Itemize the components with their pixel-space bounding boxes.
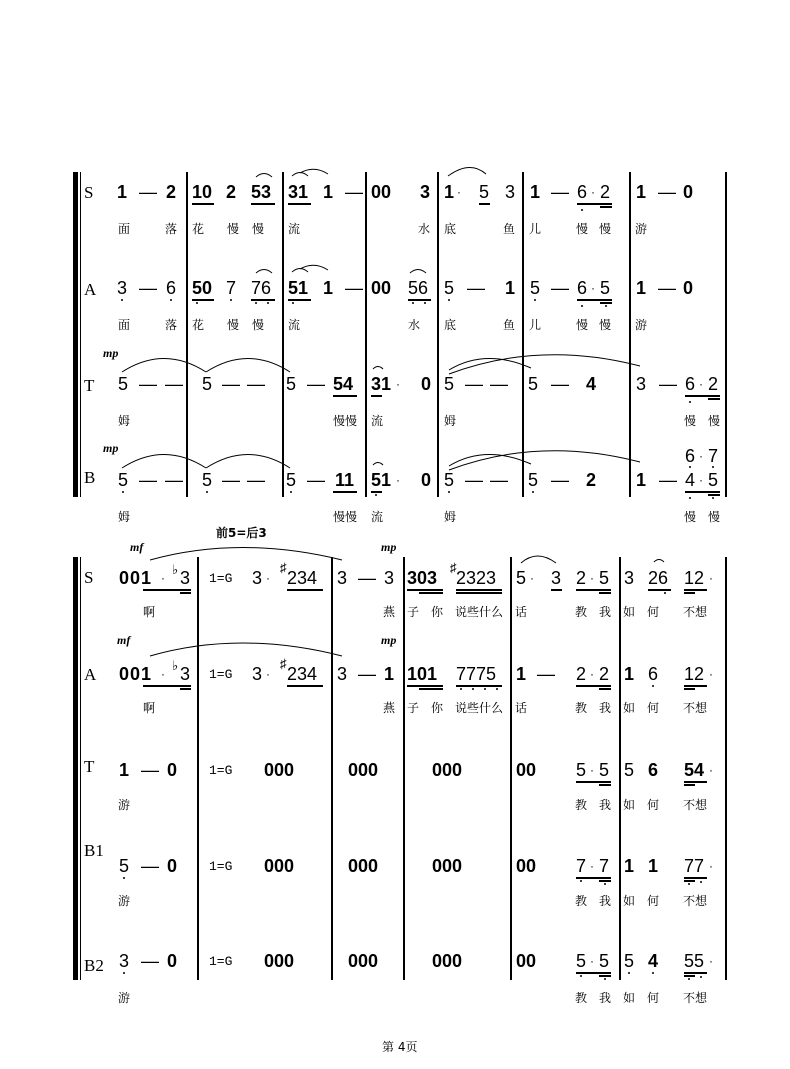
note: 3 xyxy=(384,568,395,588)
note: 3 xyxy=(505,182,516,202)
lyric: 如 xyxy=(623,605,636,619)
rest: 00 xyxy=(516,951,537,971)
lyric: 姆 xyxy=(118,414,131,428)
note: 3 xyxy=(420,182,431,202)
dot: · xyxy=(396,377,400,391)
lyric: 何 xyxy=(647,798,660,812)
page-number: 第 4页 xyxy=(382,1040,418,1054)
dynamic-mf: mf xyxy=(130,540,144,554)
note: 5 xyxy=(708,470,719,490)
note: 7 xyxy=(708,446,719,466)
lyric: 慢 xyxy=(708,414,721,428)
note: 56 xyxy=(408,278,429,298)
rest: 000 xyxy=(432,951,463,971)
dash: — xyxy=(465,470,483,490)
lyric: 子 xyxy=(407,701,420,715)
part-label-alto: A xyxy=(84,665,97,684)
lyric: 不想 xyxy=(683,894,708,908)
dot: · xyxy=(590,954,594,968)
dash: — xyxy=(307,470,325,490)
note: 76 xyxy=(251,278,272,298)
note: 0 xyxy=(683,182,694,202)
dot: · xyxy=(699,473,703,487)
lyric: 鱼 xyxy=(503,318,516,332)
note: 5 xyxy=(444,374,455,394)
note: 303 xyxy=(407,568,438,588)
dash: — xyxy=(139,470,157,490)
lyric: 不想 xyxy=(683,701,708,715)
dash: — xyxy=(222,470,240,490)
note: 11 xyxy=(335,470,355,490)
dot: · xyxy=(709,763,713,777)
key-signature: 1=G xyxy=(209,859,233,874)
lyric: 教 xyxy=(575,894,588,908)
dynamic-mp: mp xyxy=(381,633,397,647)
lyric: 慢 xyxy=(684,414,697,428)
note: 3 xyxy=(252,568,263,588)
key-signature: 1=G xyxy=(209,667,233,682)
lyric: 水 xyxy=(408,318,421,332)
dash: — xyxy=(247,374,265,394)
note: 5 xyxy=(444,470,455,490)
note: 5 xyxy=(528,374,539,394)
dash: — xyxy=(551,278,569,298)
note: 1 xyxy=(636,470,647,490)
note: 00 xyxy=(371,182,392,202)
note: 2323 xyxy=(456,568,497,588)
note: 5 xyxy=(286,374,297,394)
dot: · xyxy=(699,449,703,463)
note: 5 xyxy=(599,568,610,588)
lyric: 子 xyxy=(407,605,420,619)
dot: · xyxy=(590,859,594,873)
part-label-bass1: B1 xyxy=(84,841,104,860)
note: 2 xyxy=(708,374,719,394)
lyric: 何 xyxy=(647,894,660,908)
lyric: 说些什么 xyxy=(455,605,504,619)
lyric: 游 xyxy=(118,991,131,1005)
flat-sign: ♭ xyxy=(172,658,179,673)
note: 2 xyxy=(576,568,587,588)
dot: · xyxy=(591,185,595,199)
lyric: 我 xyxy=(599,605,612,619)
lyric: 我 xyxy=(599,991,612,1005)
lyric: 如 xyxy=(623,894,636,908)
transposition-note: 前5=后3 xyxy=(216,526,267,540)
rest: 000 xyxy=(432,856,463,876)
lyric: 不想 xyxy=(683,798,708,812)
dash: — xyxy=(165,374,183,394)
note: 1 xyxy=(117,182,128,202)
dash: — xyxy=(141,951,159,971)
dot: · xyxy=(530,571,534,585)
lyric: 水 xyxy=(418,222,431,236)
note: 3 xyxy=(551,568,562,588)
note: 5 xyxy=(624,760,635,780)
lyric: 我 xyxy=(599,798,612,812)
note: 12 xyxy=(684,568,705,588)
lyric: 流 xyxy=(371,414,384,428)
part-label-tenor: T xyxy=(84,376,95,395)
lyric: 流 xyxy=(371,510,384,524)
note: 3 xyxy=(337,664,348,684)
lyric: 燕 xyxy=(383,701,396,715)
note: 5 xyxy=(202,374,213,394)
lyric: 游 xyxy=(118,894,131,908)
note: 3 xyxy=(117,278,128,298)
dash: — xyxy=(490,374,508,394)
note: 1 xyxy=(384,664,395,684)
note: 54 xyxy=(333,374,354,394)
note: 001 xyxy=(119,568,153,588)
lyric: 鱼 xyxy=(503,222,516,236)
dot: · xyxy=(699,377,703,391)
rest: 000 xyxy=(432,760,463,780)
sharp-sign: ♯ xyxy=(280,560,287,575)
lyric: 啊 xyxy=(143,701,156,715)
lyric: 流 xyxy=(288,318,301,332)
key-signature: 1=G xyxy=(209,954,233,969)
lyric: 游 xyxy=(635,222,648,236)
lyric: 如 xyxy=(623,798,636,812)
lyric: 教 xyxy=(575,991,588,1005)
lyric: 啊 xyxy=(143,605,156,619)
lyric: 慢 xyxy=(576,222,589,236)
dash: — xyxy=(658,182,676,202)
note: 3 xyxy=(624,568,635,588)
part-label-tenor: T xyxy=(84,757,95,776)
lyric: 儿 xyxy=(529,222,542,236)
dash: — xyxy=(139,374,157,394)
dash: — xyxy=(490,470,508,490)
dot: · xyxy=(590,667,594,681)
dash: — xyxy=(139,278,157,298)
part-label-bass2: B2 xyxy=(84,956,104,975)
note: 5 xyxy=(444,278,455,298)
dash: — xyxy=(141,856,159,876)
note: 6 xyxy=(166,278,177,298)
key-signature: 1=G xyxy=(209,571,233,586)
note: 1 xyxy=(530,182,541,202)
dynamic-mf: mf xyxy=(117,633,131,647)
lyric: 何 xyxy=(647,991,660,1005)
lyric: 如 xyxy=(623,701,636,715)
key-signature: 1=G xyxy=(209,763,233,778)
lyric: 慢 xyxy=(599,222,612,236)
dash: — xyxy=(247,470,265,490)
note: 31 xyxy=(288,182,309,202)
dash: — xyxy=(537,664,555,684)
note: 001 xyxy=(119,664,153,684)
lyric: 慢 xyxy=(599,318,612,332)
lyric: 教 xyxy=(575,701,588,715)
dash: — xyxy=(345,182,363,202)
note: 3 xyxy=(180,664,191,684)
lyric: 慢 xyxy=(227,222,240,236)
note: 0 xyxy=(683,278,694,298)
dot: · xyxy=(266,571,270,585)
note: 50 xyxy=(192,278,213,298)
note: 51 xyxy=(288,278,309,298)
dot: · xyxy=(590,571,594,585)
note: 5 xyxy=(202,470,213,490)
dynamic-mp: mp xyxy=(103,346,119,360)
note: 3 xyxy=(337,568,348,588)
lyric: 如 xyxy=(623,991,636,1005)
note: 5 xyxy=(119,856,130,876)
lyric: 流 xyxy=(288,222,301,236)
dot: · xyxy=(396,473,400,487)
dash: — xyxy=(358,664,376,684)
lyric: 落 xyxy=(165,318,178,332)
rest: 00 xyxy=(516,856,537,876)
dash: — xyxy=(467,278,485,298)
note: 31 xyxy=(371,374,392,394)
dash: — xyxy=(551,470,569,490)
note: 6 xyxy=(685,446,696,466)
lyric: 姆 xyxy=(444,414,457,428)
note: 2 xyxy=(599,664,610,684)
note: 0 xyxy=(167,951,178,971)
note: 55 xyxy=(684,951,705,971)
note: 2 xyxy=(226,182,237,202)
dot: · xyxy=(161,667,165,681)
dot: · xyxy=(457,185,461,199)
note: 2 xyxy=(576,664,587,684)
part-label-bass: B xyxy=(84,468,96,487)
rest: 00 xyxy=(516,760,537,780)
note: 5 xyxy=(600,278,611,298)
rest: 000 xyxy=(264,951,295,971)
dash: — xyxy=(345,278,363,298)
note: 1 xyxy=(119,760,130,780)
note: 1 xyxy=(323,182,334,202)
note: 6 xyxy=(577,278,588,298)
dot: · xyxy=(590,763,594,777)
lyric: 慢 xyxy=(252,318,265,332)
note: 7 xyxy=(599,856,610,876)
part-label-alto: A xyxy=(84,280,97,299)
part-label-soprano: S xyxy=(84,568,94,587)
note: 3 xyxy=(636,374,647,394)
note: 3 xyxy=(252,664,263,684)
dash: — xyxy=(222,374,240,394)
lyric: 落 xyxy=(165,222,178,236)
dash: — xyxy=(139,182,157,202)
lyric: 慢 xyxy=(684,510,697,524)
note: 1 xyxy=(444,182,455,202)
note: 0 xyxy=(421,470,432,490)
note: 5 xyxy=(528,470,539,490)
dash: — xyxy=(659,470,677,490)
note: 234 xyxy=(287,664,318,684)
lyric: 你 xyxy=(431,605,444,619)
note: 5 xyxy=(286,470,297,490)
note: 4 xyxy=(586,374,597,394)
lyric: 教 xyxy=(575,605,588,619)
lyric: 花 xyxy=(192,222,205,236)
note: 1 xyxy=(505,278,516,298)
note: 1 xyxy=(516,664,527,684)
lyric: 花 xyxy=(192,318,205,332)
note: 5 xyxy=(576,760,587,780)
lyric: 不想 xyxy=(683,991,708,1005)
lyric: 慢慢 xyxy=(333,414,358,428)
note: 5 xyxy=(530,278,541,298)
dash: — xyxy=(141,760,159,780)
lyric: 慢慢 xyxy=(333,510,358,524)
lyric: 面 xyxy=(118,318,131,332)
note: 1 xyxy=(624,664,635,684)
lyric: 姆 xyxy=(118,510,131,524)
rest: 000 xyxy=(264,760,295,780)
lyric: 慢 xyxy=(708,510,721,524)
lyric: 话 xyxy=(515,701,528,715)
note: 5 xyxy=(516,568,527,588)
sharp-sign: ♯ xyxy=(280,656,287,671)
note: 7 xyxy=(226,278,237,298)
note: 53 xyxy=(251,182,272,202)
dash: — xyxy=(358,568,376,588)
lyric: 游 xyxy=(635,318,648,332)
note: 1 xyxy=(648,856,659,876)
lyric: 面 xyxy=(118,222,131,236)
note: 2 xyxy=(166,182,177,202)
note: 7775 xyxy=(456,664,497,684)
dot: · xyxy=(709,667,713,681)
dash: — xyxy=(165,470,183,490)
lyric: 游 xyxy=(118,798,131,812)
lyric: 姆 xyxy=(444,510,457,524)
note: 6 xyxy=(685,374,696,394)
note: 5 xyxy=(624,951,635,971)
lyric: 何 xyxy=(647,605,660,619)
dot: · xyxy=(709,954,713,968)
rest: 000 xyxy=(348,951,379,971)
note: 0 xyxy=(167,760,178,780)
dot: · xyxy=(591,281,595,295)
lyric: 不想 xyxy=(683,605,708,619)
note: 5 xyxy=(479,182,490,202)
lyric: 慢 xyxy=(576,318,589,332)
lyric: 话 xyxy=(515,605,528,619)
note: 26 xyxy=(648,568,669,588)
lyric: 燕 xyxy=(383,605,396,619)
note: 2 xyxy=(600,182,611,202)
dash: — xyxy=(551,182,569,202)
part-label-soprano: S xyxy=(84,183,94,202)
note: 0 xyxy=(421,374,432,394)
note: 2 xyxy=(586,470,597,490)
note: 5 xyxy=(599,760,610,780)
note: 3 xyxy=(180,568,191,588)
lyric: 教 xyxy=(575,798,588,812)
rest: 000 xyxy=(348,856,379,876)
dot: · xyxy=(161,571,165,585)
lyric: 儿 xyxy=(529,318,542,332)
note: 3 xyxy=(119,951,130,971)
lyric: 我 xyxy=(599,894,612,908)
dash: — xyxy=(307,374,325,394)
note: 5 xyxy=(576,951,587,971)
note: 6 xyxy=(648,760,659,780)
note: 0 xyxy=(167,856,178,876)
note: 77 xyxy=(684,856,705,876)
note: 5 xyxy=(118,470,129,490)
dash: — xyxy=(551,374,569,394)
dynamic-mp: mp xyxy=(381,540,397,554)
note: 1 xyxy=(636,182,647,202)
note: 6 xyxy=(577,182,588,202)
note: 7 xyxy=(576,856,587,876)
note: 4 xyxy=(648,951,659,971)
note: 5 xyxy=(599,951,610,971)
note: 00 xyxy=(371,278,392,298)
lyric: 何 xyxy=(647,701,660,715)
lyric: 底 xyxy=(444,222,457,236)
dot: · xyxy=(709,571,713,585)
sharp-sign: ♯ xyxy=(450,560,457,575)
note: 51 xyxy=(371,470,392,490)
dynamic-mp: mp xyxy=(103,441,119,455)
note: 234 xyxy=(287,568,318,588)
note: 4 xyxy=(685,470,696,490)
note: 1 xyxy=(624,856,635,876)
lyric: 说些什么 xyxy=(455,701,504,715)
note: 10 xyxy=(192,182,213,202)
lyric: 慢 xyxy=(252,222,265,236)
lyric: 慢 xyxy=(227,318,240,332)
rest: 000 xyxy=(348,760,379,780)
note: 5 xyxy=(118,374,129,394)
note: 12 xyxy=(684,664,705,684)
lyric: 我 xyxy=(599,701,612,715)
note: 54 xyxy=(684,760,705,780)
dash: — xyxy=(658,278,676,298)
lyric: 底 xyxy=(444,318,457,332)
dot: · xyxy=(266,667,270,681)
note: 1 xyxy=(636,278,647,298)
lyric: 你 xyxy=(431,701,444,715)
dash: — xyxy=(465,374,483,394)
dash: — xyxy=(659,374,677,394)
note: 6 xyxy=(648,664,659,684)
note: 1 xyxy=(323,278,334,298)
flat-sign: ♭ xyxy=(172,562,179,577)
note: 101 xyxy=(407,664,438,684)
rest: 000 xyxy=(264,856,295,876)
dot: · xyxy=(709,859,713,873)
